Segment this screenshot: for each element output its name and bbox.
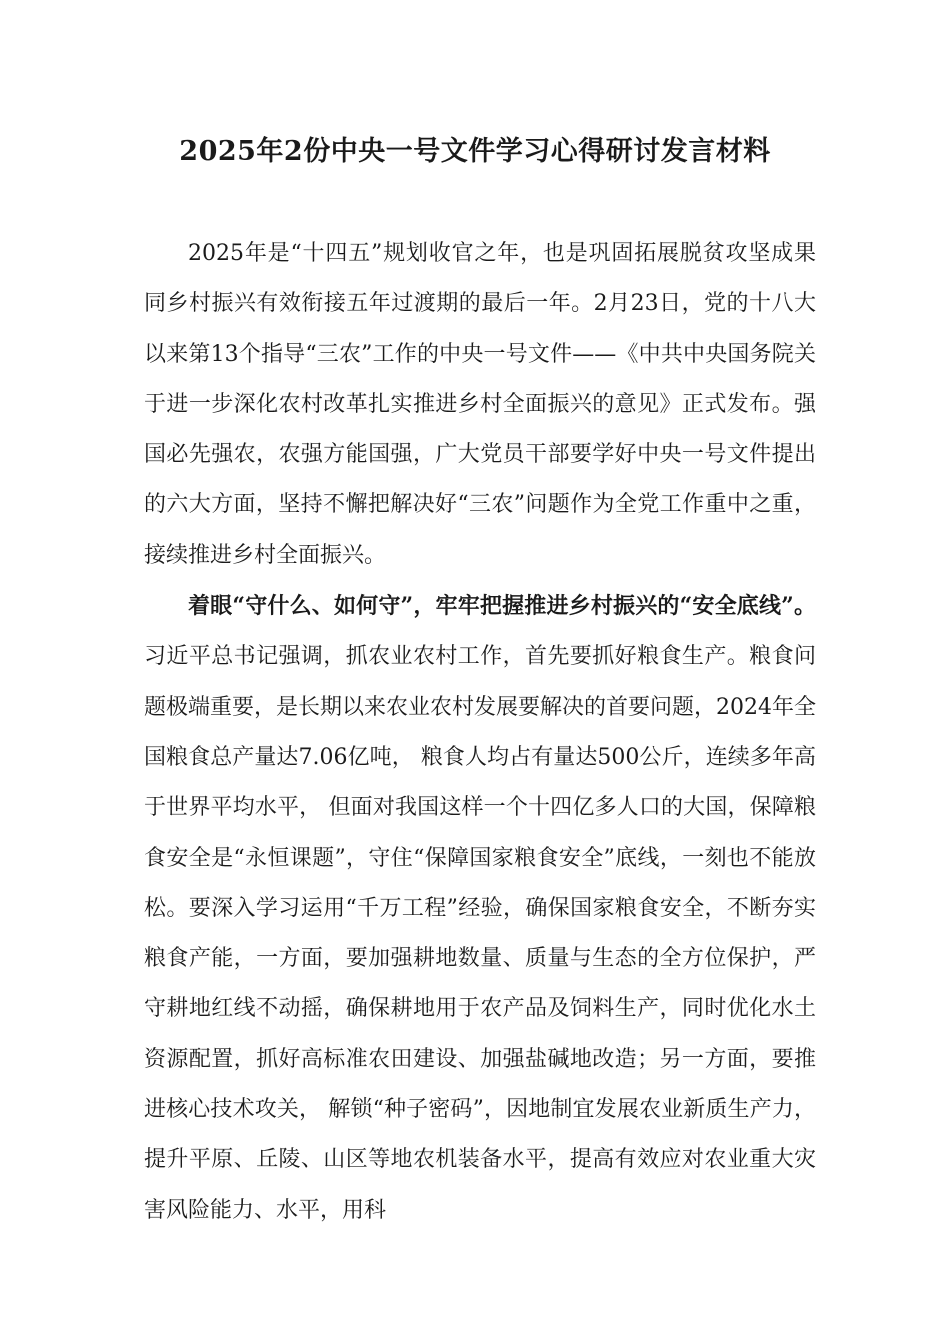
- document-title: 2025年2份中央一号文件学习心得研讨发言材料: [179, 136, 771, 167]
- paragraph-text: 习近平总书记强调，抓农业农村工作，首先要抓好粮食生产。粮食问题极端重要，是长期以来农业农村发展要解决的首要问题，2024年全国粮食总产量达7.06亿吨， 粮食人均占有量达500公斤，连续多年高于世界平均水平， 但面对我国这样一个十四亿多人口的大国，保障粮食安全是“永恒课题”，守住“保障国家粮食安全”底线，一刻也不能放松。要深入学习运用“千万工程”经验，确保国家粮食安全，不断夯实粮食产能，一方面，要加强耕地数量、质量与生态的全方位保护，严守耕地红线不动摇，确保耕地用于农产品及饲料生产，同时优化水土资源配置，抓好高标准农田建设、加强盐碱地改造；另一方面，要推进核心技术攻关， 解锁“种子密码”，因地制宜发展农业新质生产力，提升平原、丘陵、山区等地农机装备水平，提高有效应对农业重大灾害风险能力、水平，用科: [144, 644, 816, 1223]
- paragraph-lead: 着眼“守什么、如何守”，牢牢把握推进乡村振兴的“安全底线”。: [188, 593, 816, 620]
- paragraph-intro: [144, 228, 816, 581]
- paragraph-text: 2025年是“十四五”规划收官之年，也是巩固拓展脱贫攻坚成果同乡村振兴有效衔接五年过渡期的最后一年。2月23日，党的十八大以来第13个指导“三农”工作的中央一号文件——《中共中央国务院关于进一步深化农村改革扎实推进乡村全面振兴的意见》正式发布。强国必先强农，农强方能国强，广大党员干部要学好中央一号文件提出的六大方面，坚持不懈把解决好“三农”问题作为全党工作重中之重， 接续推进乡村全面振兴。: [144, 241, 816, 568]
- document-body: [144, 228, 816, 1236]
- paragraph-food-security: [144, 581, 816, 1236]
